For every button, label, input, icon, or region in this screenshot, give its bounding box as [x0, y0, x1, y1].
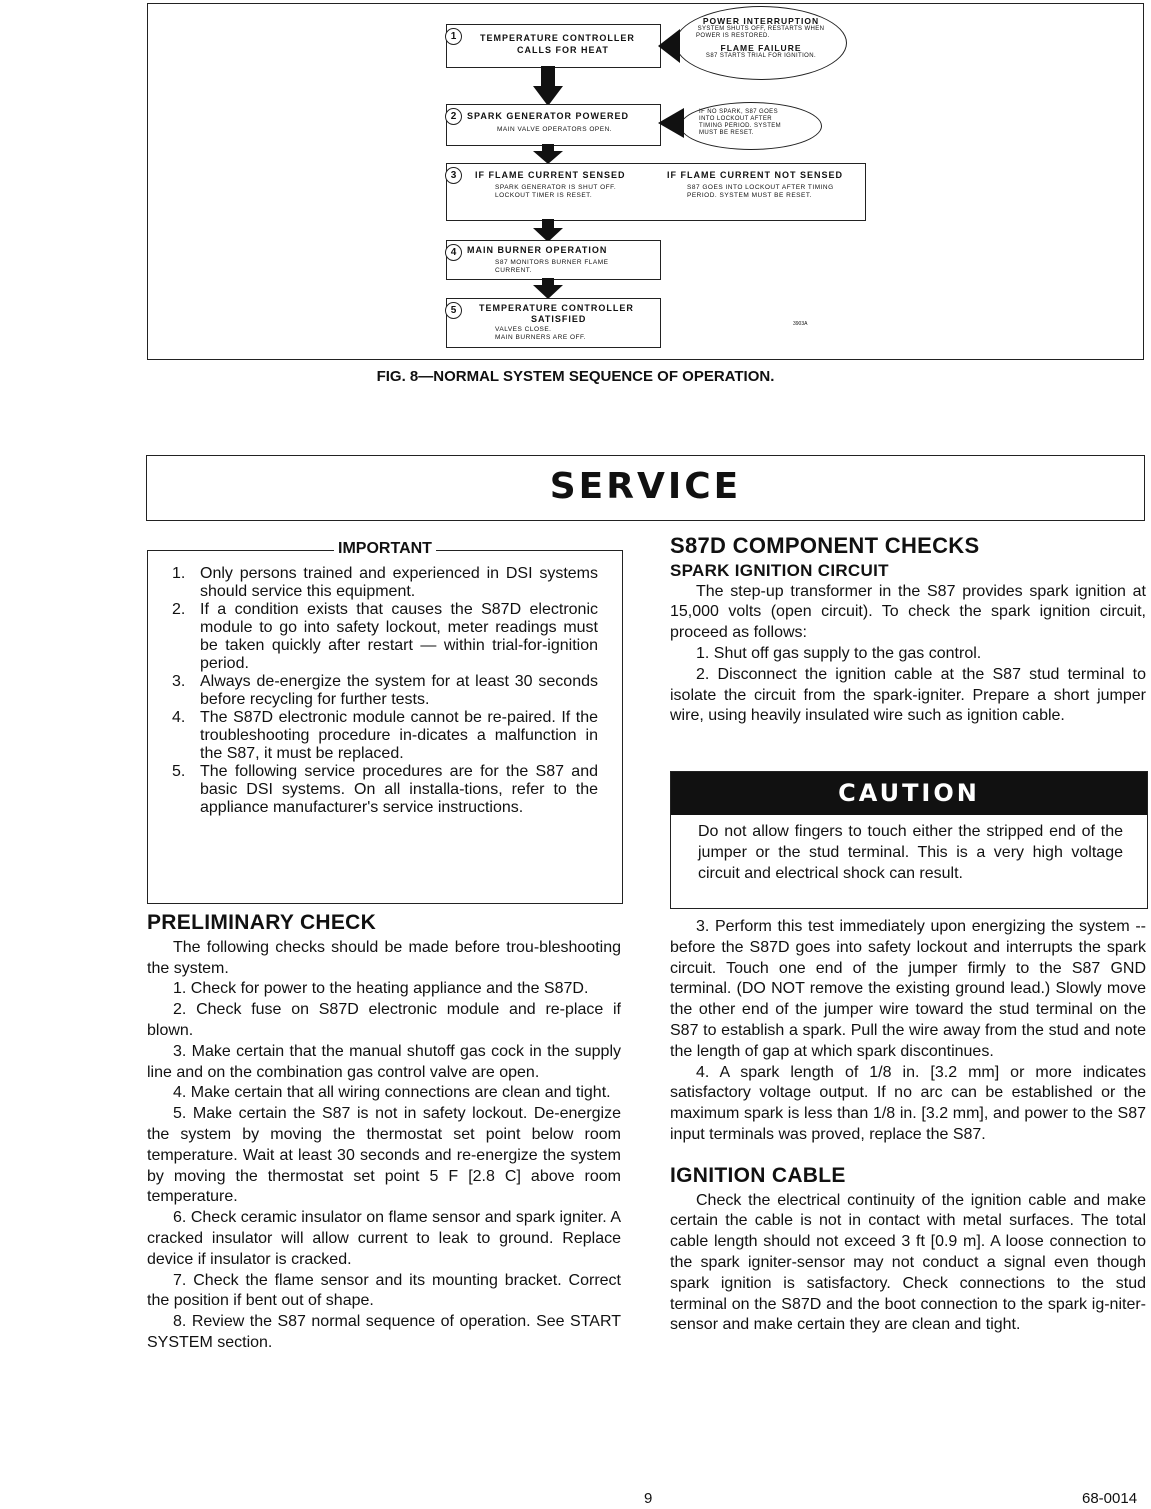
component-heading: S87D COMPONENT CHECKS	[670, 533, 980, 558]
list-item	[172, 709, 598, 763]
list-number: 2.	[172, 601, 186, 618]
bubble-line: MUST BE RESET.	[699, 130, 754, 136]
step-1-title: TEMPERATURE CONTROLLER	[480, 33, 635, 43]
step-3-title: IF FLAME CURRENT SENSED	[475, 170, 626, 180]
step-3-alt-sub2: PERIOD. SYSTEM MUST BE RESET.	[687, 192, 812, 199]
bubble-line: TIMING PERIOD. SYSTEM	[699, 123, 782, 129]
service-title: SERVICE	[549, 466, 742, 507]
step-3-sub: SPARK GENERATOR IS SHUT OFF.	[495, 184, 617, 191]
important-box	[147, 540, 623, 904]
step-3-sub2: LOCKOUT TIMER IS RESET.	[495, 192, 593, 199]
bubble-line: IF NO SPARK, S87 GOES	[699, 109, 778, 115]
list-item	[172, 565, 598, 601]
bubble-line: INTO LOCKOUT AFTER	[699, 116, 772, 122]
paragraph: 1. Shut off gas supply to the gas control.	[696, 644, 982, 662]
list-item	[172, 601, 598, 673]
preliminary-section	[147, 913, 621, 1354]
paragraph: 4. A spark length of 1/8 in. [3.2 mm] or more indicates satisfactory voltage output. If no arc can be established or the maximum spark is less than 1/8 in. [3.2 mm], and power to the S87 input terminals was proved, replace the S87.	[670, 1063, 1146, 1143]
bubble-title-flame-failure: FLAME FAILURE	[720, 43, 802, 53]
bubble-title-power-interruption: POWER INTERRUPTION	[702, 16, 820, 26]
paragraph: 3. Make certain that the manual shutoff gas cock in the supply line and on the combination gas control valve are open.	[147, 1042, 621, 1081]
paragraph: 3. Perform this test immediately upon energizing the system -- before the S87D goes into safety lockout and interrupts the spark circuit. Touch one end of the jumper firmly to the S87 GND terminal. (DO NOT remove the existing ground lead.) Slowly move the other end of the jumper wire toward the stud terminal on the S87 to establish a spark. Pull the wire away from the stud and note the length of gap at which spark discontinues.	[670, 918, 1146, 1060]
step-4-box	[446, 240, 661, 280]
step-2-title: SPARK GENERATOR POWERED	[467, 111, 630, 121]
list-item	[172, 673, 598, 709]
arrow-left-icon	[658, 108, 684, 138]
step-5-title2: SATISFIED	[531, 314, 587, 324]
step-5-box	[446, 298, 661, 348]
step-4-sub: S87 MONITORS BURNER FLAME	[495, 259, 609, 266]
figure-caption: FIG. 8—NORMAL SYSTEM SEQUENCE OF OPERATION.	[376, 368, 775, 385]
paragraph: 7. Check the flame sensor and its mounting bracket. Correct the position if bent out of shape.	[147, 1271, 621, 1310]
list-number: 5.	[172, 763, 186, 780]
paragraph: 6. Check ceramic insulator on flame sensor and spark igniter. A cracked insulator will allow current to leak to ground. Replace device if insulator is cracked.	[147, 1209, 621, 1268]
step-4-title: MAIN BURNER OPERATION	[467, 245, 608, 255]
page-number: 9	[644, 1490, 653, 1507]
preliminary-heading: PRELIMINARY CHECK	[147, 911, 377, 934]
list-text: The S87D electronic module cannot be re-paired. If the troubleshooting procedure in-dicates a malfunction in the S87, it must be replaced.	[200, 709, 598, 762]
list-number: 4.	[172, 709, 186, 726]
important-list	[172, 565, 598, 817]
paragraph: Check the electrical continuity of the ignition cable and make certain the cable is not in contact with metal surfaces. The total cable length should not exceed 3 ft [0.9 m]. A loose connection to the spark igniter-sensor may not conduct a signal even though spark ignition is satisfactory. Check connections to the stud terminal on the S87D and the boot connection to the spark ig-niter-sensor and make certain they are clean and tight.	[670, 1191, 1146, 1334]
caution-text: Do not allow fingers to touch either the stripped end of the jumper or the stud terminal. This is a very high voltage circuit and electrical shock can result.	[698, 823, 1123, 882]
list-number: 1.	[172, 565, 186, 582]
step-1-title2: CALLS FOR HEAT	[517, 45, 609, 55]
step-5-title: TEMPERATURE CONTROLLER	[479, 303, 634, 313]
paragraph: 5. Make certain the S87 is not in safety lockout. De-energize the system by moving the thermostat set point below room temperature. Wait at least 30 seconds and re-energize the system by moving the thermostat set point 5 F [2.8 C] above room temperature.	[147, 1105, 621, 1206]
power-interruption-bubble	[675, 6, 847, 80]
step-1-box	[446, 24, 661, 68]
step-2-box	[446, 104, 661, 146]
figure-frame	[147, 3, 1144, 360]
caution-box	[670, 771, 1148, 909]
paragraph: 8. Review the S87 normal sequence of operation. See START SYSTEM section.	[147, 1313, 621, 1351]
bubble-line: SYSTEM SHUTS OFF, RESTARTS WHEN	[697, 26, 825, 32]
paragraph: 1. Check for power to the heating appliance and the S87D.	[173, 980, 589, 998]
step-3-number: 3	[445, 167, 462, 184]
paragraph: The following checks should be made before trou-bleshooting the system.	[147, 938, 621, 977]
bubble-line: S87 STARTS TRIAL FOR IGNITION.	[705, 53, 817, 59]
caution-title: CAUTION	[671, 772, 1147, 815]
step-4-sub2: CURRENT.	[495, 267, 532, 274]
arrow-down-icon	[533, 278, 563, 300]
list-text: The following service procedures are for the S87 and basic DSI systems. On all installa-tions, refer to the appliance manufacturer's service instructions.	[200, 763, 598, 816]
important-title-text: IMPORTANT	[334, 540, 436, 557]
step-5-number: 5	[445, 302, 462, 319]
list-text: If a condition exists that causes the S87D electronic module to go into safety lockout, meter readings must be taken quickly after restart — within trial-for-ignition period.	[200, 601, 598, 672]
step-1-number: 1	[445, 28, 462, 45]
paragraph: The step-up transformer in the S87 provides spark ignition at 15,000 volts (open circuit). To check the spark ignition circuit, proceed as follows:	[670, 582, 1146, 642]
step-2-number: 2	[445, 108, 462, 125]
paragraph: 4. Make certain that all wiring connections are clean and tight.	[173, 1084, 611, 1102]
paragraph: 2. Disconnect the ignition cable at the S87 stud terminal to isolate the circuit from the spark-igniter. Prepare a short jumper wire, using heavily insulated wire such as ignition cable.	[670, 665, 1146, 725]
step-3-alt-title: IF FLAME CURRENT NOT SENSED	[667, 170, 844, 180]
ignition-cable-heading: IGNITION CABLE	[670, 1163, 846, 1187]
step-3-alt-sub: S87 GOES INTO LOCKOUT AFTER TIMING	[687, 184, 834, 191]
service-banner	[146, 455, 1145, 521]
list-text: Only persons trained and experienced in DSI systems should service this equipment.	[200, 565, 598, 600]
no-spark-bubble	[680, 102, 822, 150]
arrow-down-icon	[533, 66, 563, 106]
step-2-sub: MAIN VALVE OPERATORS OPEN.	[497, 126, 613, 133]
spark-ignition-heading: SPARK IGNITION CIRCUIT	[670, 560, 889, 580]
step-4-number: 4	[445, 244, 462, 261]
list-text: Always de-energize the system for at least 30 seconds before recycling for further tests.	[200, 673, 598, 708]
bubble-line: POWER IS RESTORED.	[696, 33, 770, 39]
arrow-left-icon	[658, 29, 680, 63]
step-5-sub2: MAIN BURNERS ARE OFF.	[495, 334, 587, 341]
component-continued	[670, 917, 1146, 1336]
document-number: 68-0014	[1082, 1490, 1138, 1507]
important-title	[148, 540, 622, 558]
paragraph: 2. Check fuse on S87D electronic module and re-place if blown.	[147, 1001, 621, 1039]
component-section	[670, 533, 1146, 727]
list-item	[172, 763, 598, 817]
step-3-box	[446, 163, 866, 221]
list-number: 3.	[172, 673, 186, 690]
figure-code: 3903A	[793, 321, 808, 327]
step-5-sub: VALVES CLOSE.	[495, 326, 552, 333]
